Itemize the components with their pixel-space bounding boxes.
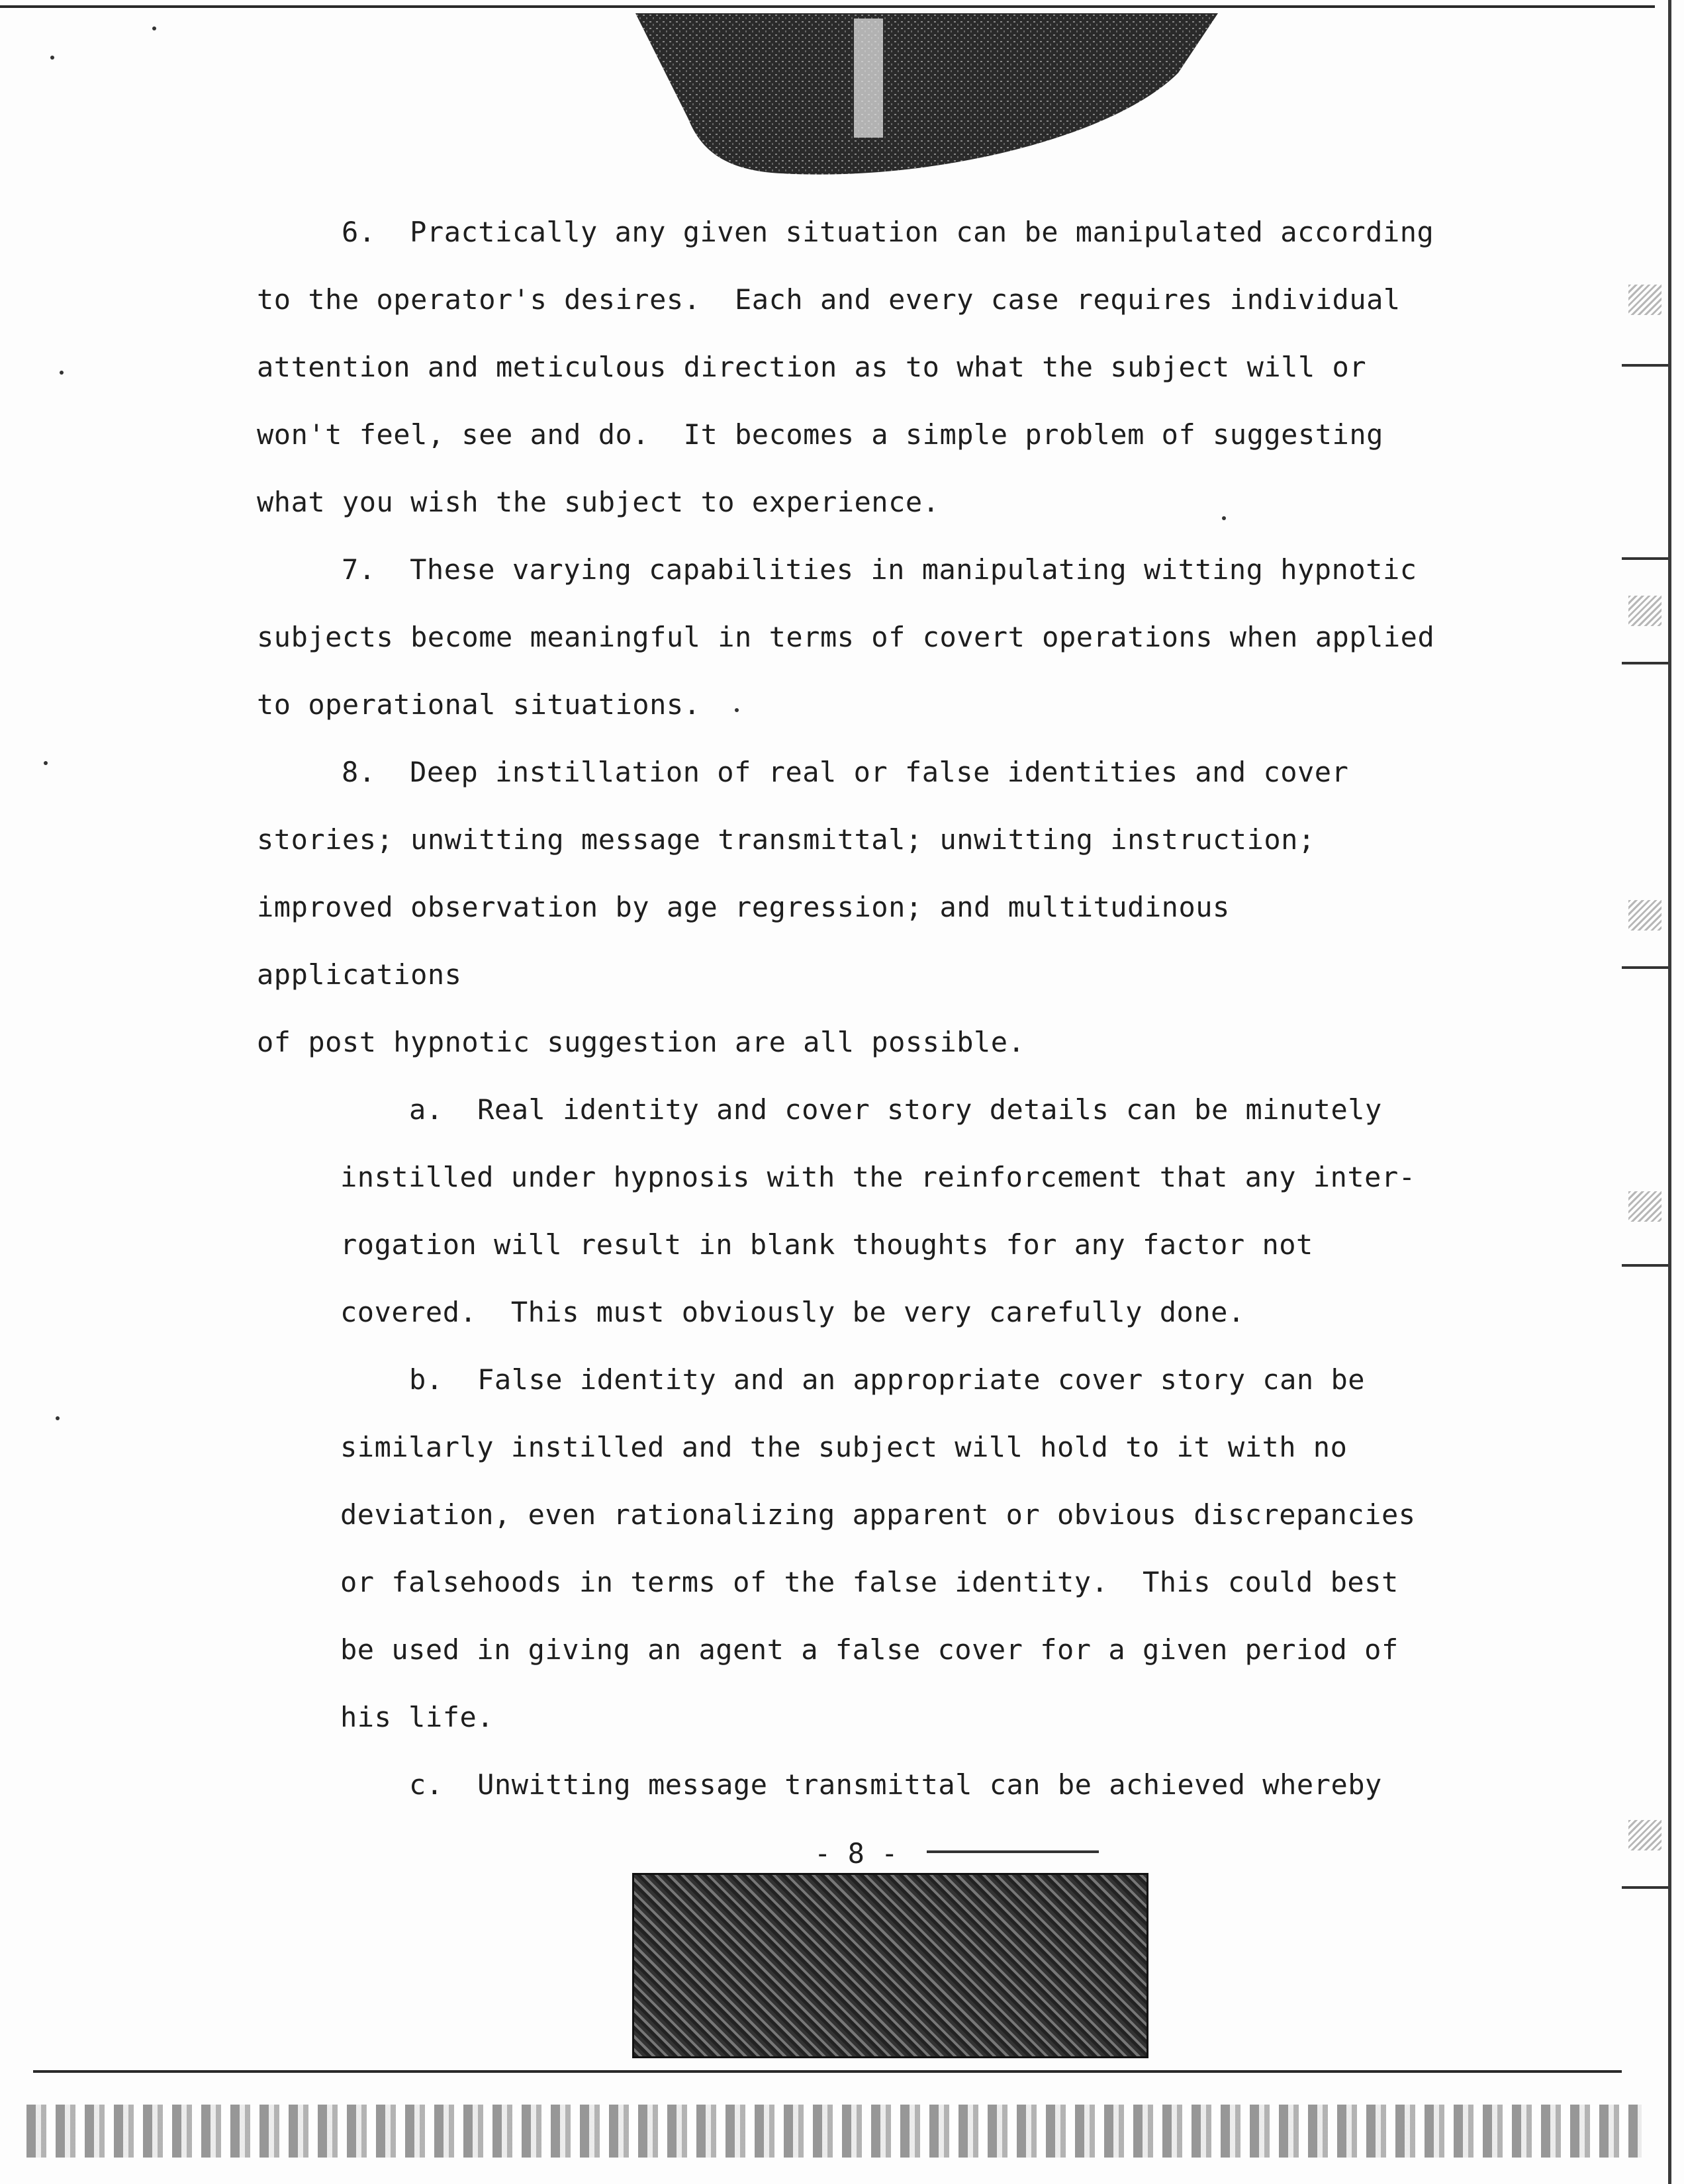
subparagraph-a — [257, 1076, 1448, 1346]
text-line: subjects become meaningful in terms of covert operations when applied — [257, 621, 1435, 653]
margin-smudge — [1628, 1820, 1661, 1850]
paragraph-6 — [257, 199, 1448, 536]
text-line: be used in giving an agent a false cover for a given period of — [340, 1633, 1399, 1666]
bottom-rule — [33, 2070, 1622, 2073]
text-line: a. Real identity and cover story details can be minutely — [409, 1093, 1382, 1126]
text-line: 7. These varying capabilities in manipulating witting hypnotic — [342, 553, 1417, 586]
text-line: his life. — [340, 1701, 494, 1733]
text-line: to operational situations. — [257, 688, 701, 721]
text-line: stories; unwitting message transmittal; unwitting instruction; — [257, 823, 1315, 856]
text-line: c. Unwitting message transmittal can be achieved whereby — [409, 1768, 1382, 1801]
text-line: instilled under hypnosis with the reinforcement that any inter- — [340, 1161, 1416, 1193]
margin-smudge — [1628, 1191, 1661, 1222]
top-redaction-block — [0, 0, 1684, 185]
speck — [44, 761, 48, 765]
text-line: attention and meticulous direction as to what the subject will or — [257, 351, 1367, 383]
text-line: deviation, even rationalizing apparent or obvious discrepancies — [340, 1498, 1416, 1531]
speck — [152, 26, 156, 30]
margin-mark — [1622, 364, 1668, 367]
margin-smudge — [1628, 900, 1661, 931]
speck — [50, 56, 54, 60]
speck — [60, 371, 64, 375]
margin-mark — [1622, 662, 1668, 664]
margin-mark — [1622, 1264, 1668, 1267]
margin-mark — [1622, 966, 1668, 969]
bottom-redaction-block — [632, 1873, 1148, 2058]
text-line: what you wish the subject to experience. — [257, 486, 940, 518]
text-line: similarly instilled and the subject will hold to it with no — [340, 1431, 1348, 1463]
paragraph-8 — [257, 739, 1448, 1076]
text-line: won't feel, see and do. It becomes a simple problem of suggesting — [257, 418, 1383, 451]
margin-mark — [1622, 557, 1668, 560]
text-line: 6. Practically any given situation can be manipulated according — [342, 216, 1434, 248]
margin-mark — [1622, 1886, 1668, 1889]
text-line: rogation will result in blank thoughts for any factor not — [340, 1228, 1313, 1261]
text-line: to the operator's desires. Each and every case requires individual — [257, 283, 1401, 316]
text-line: of post hypnotic suggestion are all possible. — [257, 1026, 1025, 1058]
paragraph-7 — [257, 536, 1448, 739]
scan-noise-strip — [26, 2105, 1642, 2158]
pen-mark — [927, 1850, 1099, 1853]
text-line: covered. This must obviously be very carefully done. — [340, 1296, 1245, 1328]
speck — [56, 1416, 60, 1420]
right-page-edge — [1668, 0, 1671, 2184]
text-line: or falsehoods in terms of the false identity. This could best — [340, 1566, 1399, 1598]
text-line: improved observation by age regression; and multitudinous applications — [257, 891, 1247, 991]
subparagraph-c — [257, 1751, 1448, 1819]
margin-smudge — [1628, 285, 1661, 315]
page-number: - 8 - — [814, 1837, 898, 1870]
text-line: 8. Deep instillation of real or false identities and cover — [342, 756, 1349, 788]
document-body — [257, 199, 1448, 1819]
subparagraph-b — [257, 1346, 1448, 1751]
margin-smudge — [1628, 596, 1661, 626]
text-line: b. False identity and an appropriate cover story can be — [409, 1363, 1366, 1396]
